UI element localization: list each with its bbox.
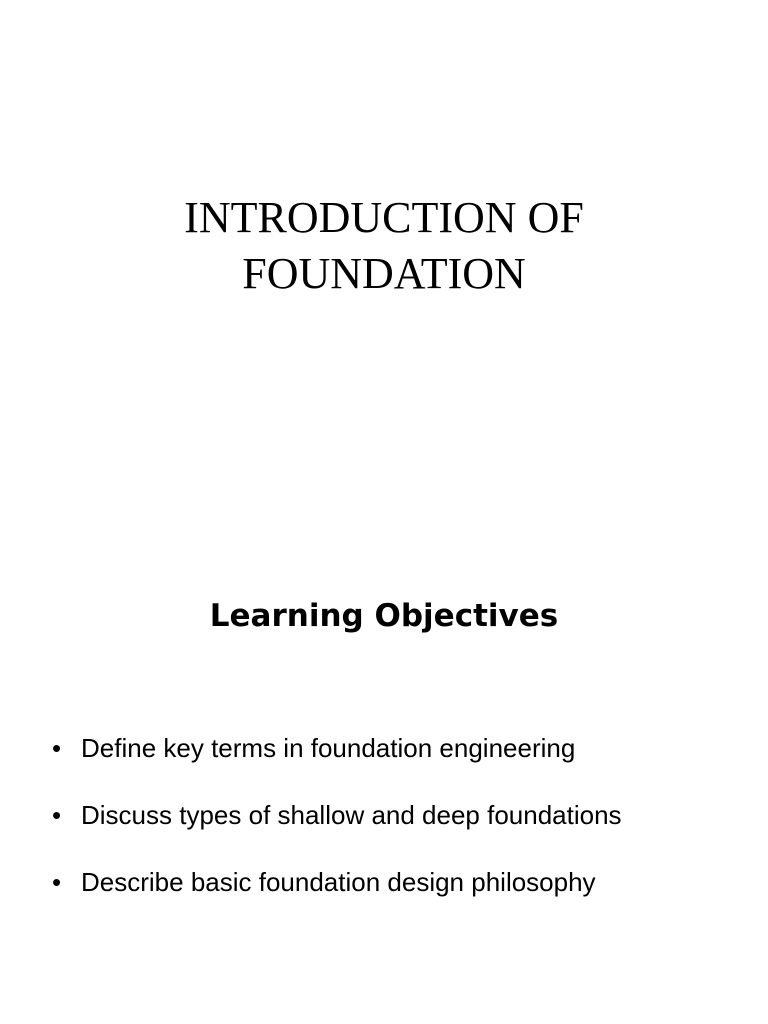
objective-text: Discuss types of shallow and deep foundations [81,800,622,830]
list-item [52,864,622,900]
objectives-list [52,730,622,931]
objective-text: Define key terms in foundation engineering [81,733,576,763]
page-title [0,190,768,302]
learning-objectives-heading: Learning Objectives [209,598,559,634]
bullet-icon: • [52,800,62,830]
page-title-line-1: INTRODUCTION OF [184,193,584,242]
bullet-icon: • [52,867,62,897]
list-item [52,797,622,833]
list-item [52,730,622,766]
page-title-line-2: FOUNDATION [242,249,526,298]
bullet-icon: • [52,733,62,763]
objective-text: Describe basic foundation design philosophy [81,867,596,897]
